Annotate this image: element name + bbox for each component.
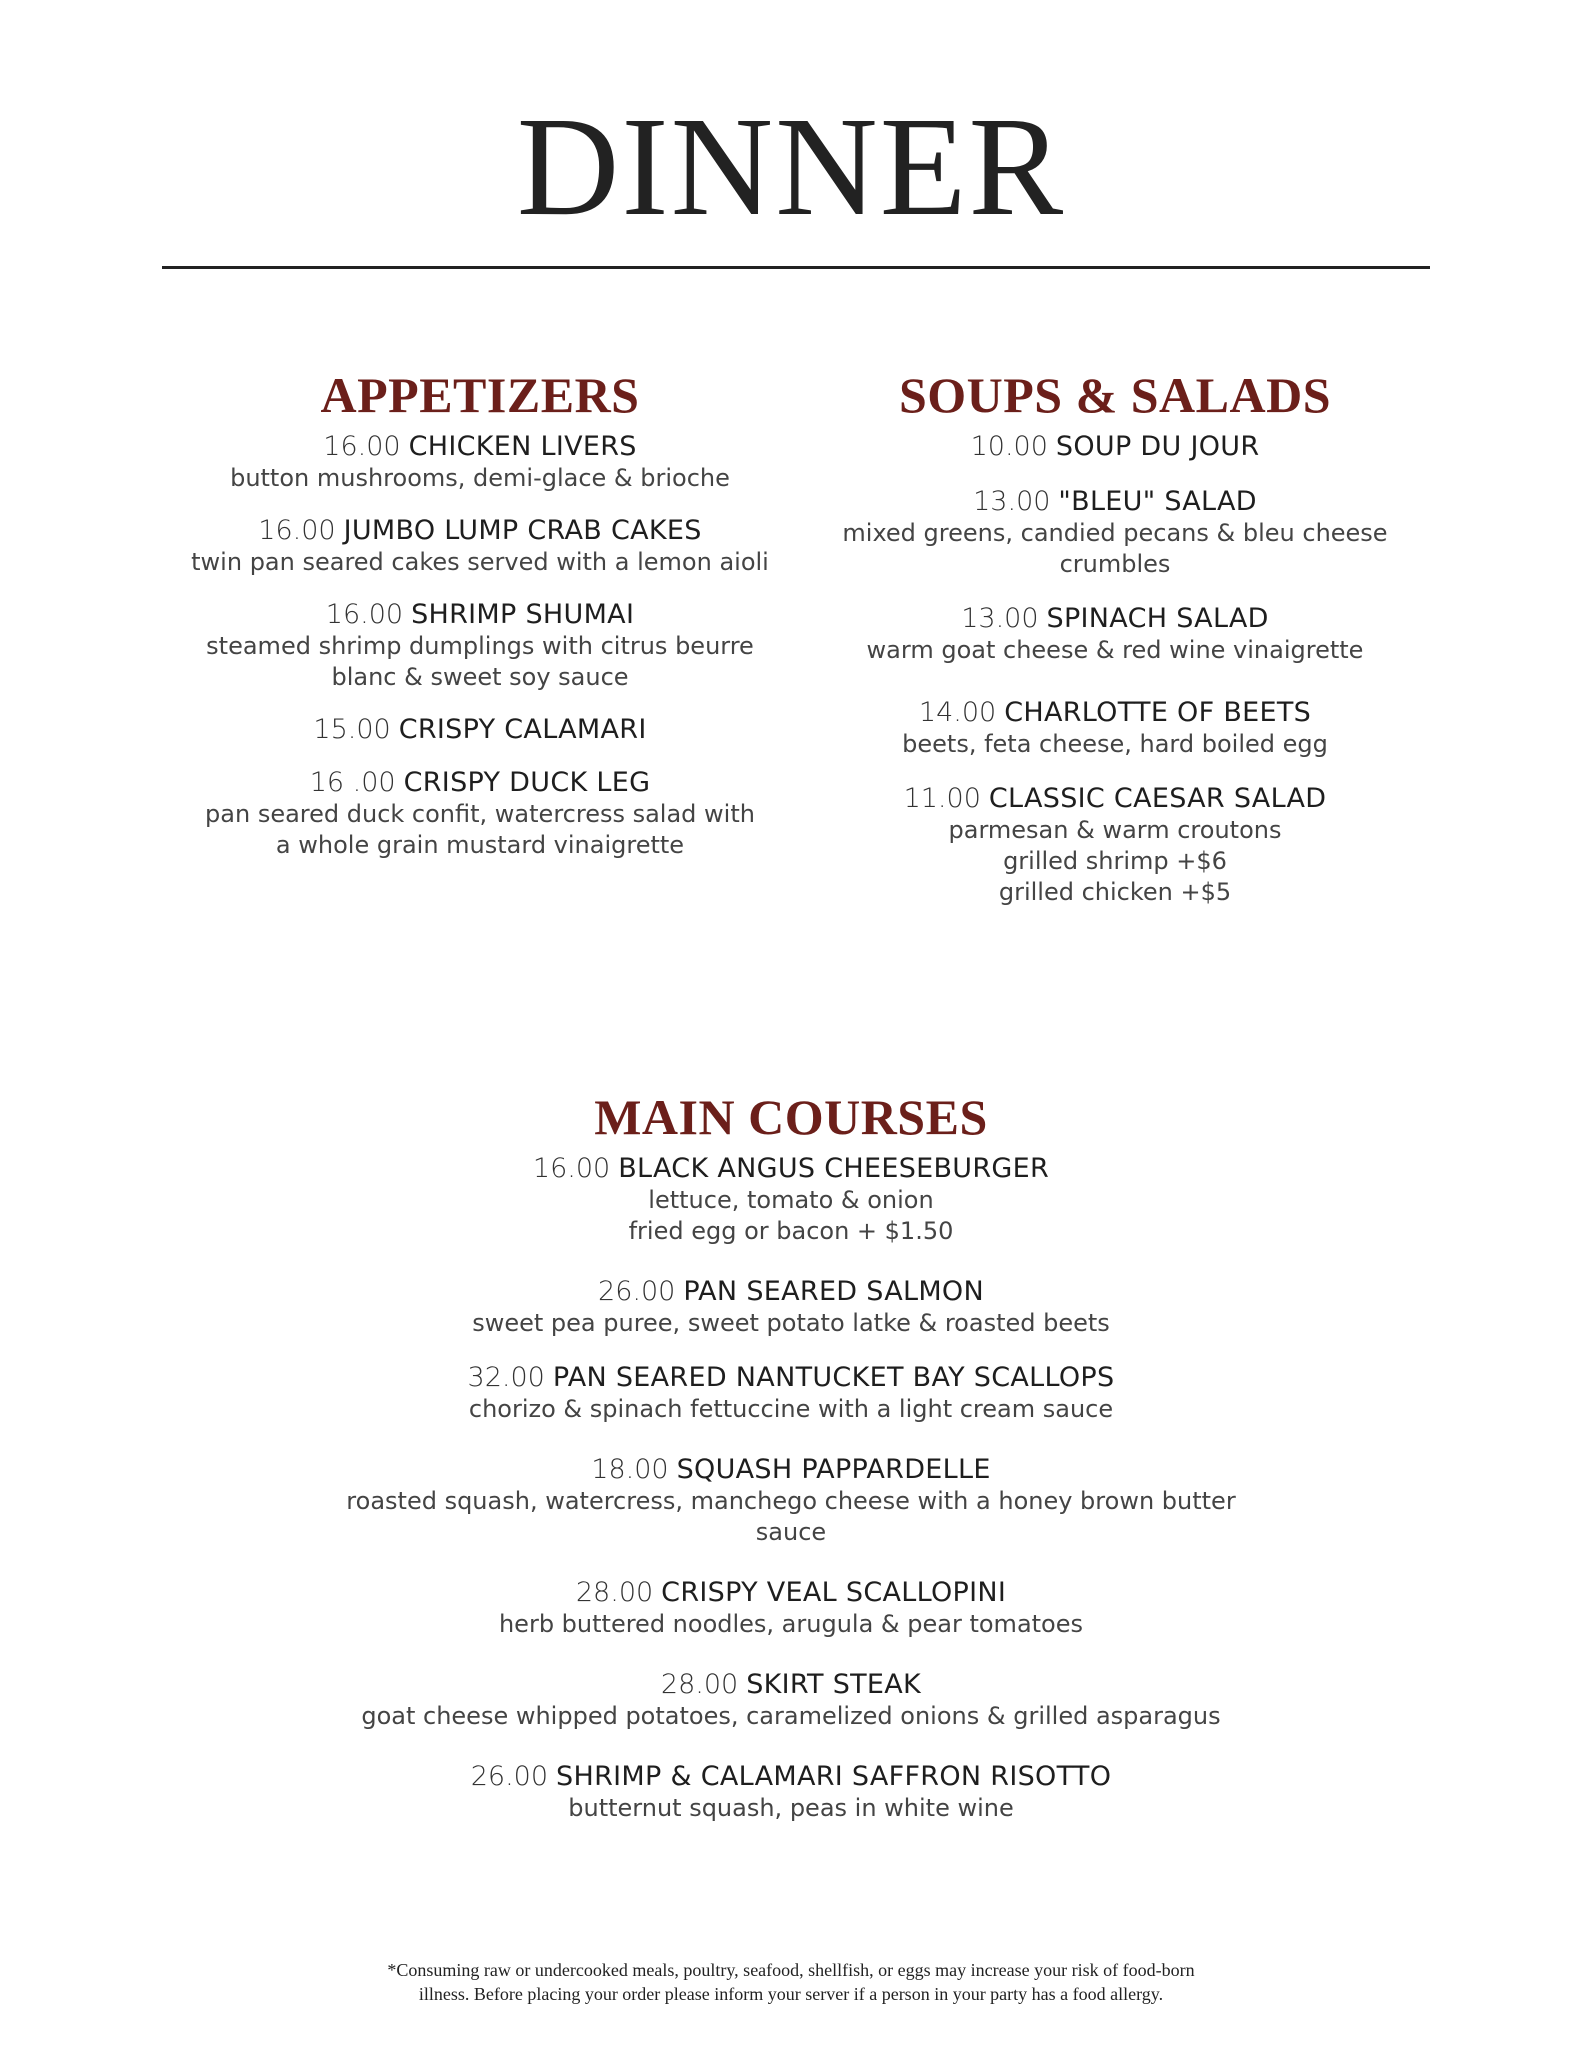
menu-item-title: [300, 1453, 1282, 1486]
menu-item: [300, 1361, 1282, 1425]
description-line: twin pan seared cakes served with a lemon aioli: [191, 548, 769, 576]
menu-item-price: 14.00: [918, 697, 997, 728]
soups-salads-heading: SOUPS & SALADS: [898, 367, 1332, 423]
description-line: sweet pea puree, sweet potato latke & roasted beets: [472, 1309, 1110, 1337]
menu-item-price: 16 .00: [309, 767, 396, 798]
appetizers-heading: APPETIZERS: [320, 367, 640, 423]
menu-item: [160, 713, 800, 746]
menu-item-name: "BLEU" SALAD: [1058, 486, 1257, 517]
description-line: mixed greens, candied pecans & bleu cheese: [842, 519, 1388, 547]
menu-item: [800, 430, 1430, 463]
description-line: butternut squash, peas in white wine: [568, 1794, 1014, 1822]
menu-item-name: CHARLOTTE OF BEETS: [1004, 697, 1312, 728]
appetizers-section: [160, 367, 800, 861]
menu-item-title: [800, 602, 1430, 635]
menu-item-description: [300, 1793, 1282, 1824]
soups-salads-section: [800, 367, 1430, 908]
menu-item: [160, 766, 800, 861]
menu-item-price: 16.00: [258, 515, 336, 546]
description-line: blanc & sweet soy sauce: [331, 663, 629, 691]
menu-item-title: [300, 1275, 1282, 1308]
menu-item-name: CRISPY VEAL SCALLOPINI: [661, 1577, 1007, 1608]
menu-item-description: [800, 729, 1430, 760]
menu-item: [300, 1275, 1282, 1339]
menu-item-name: SHRIMP SHUMAI: [411, 599, 635, 630]
menu-item-title: [300, 1576, 1282, 1609]
main-courses-heading: MAIN COURSES: [594, 1089, 988, 1145]
title-divider: [162, 266, 1430, 269]
description-line: grilled shrimp +$6: [1003, 847, 1227, 875]
description-line: grilled chicken +$5: [998, 878, 1232, 906]
menu-item-title: [160, 598, 800, 631]
menu-item-name: CRISPY CALAMARI: [398, 714, 647, 745]
menu-item-description: [300, 1486, 1282, 1548]
menu-item: [800, 782, 1430, 908]
menu-item-title: [800, 430, 1430, 463]
menu-item-price: 28.00: [575, 1577, 654, 1608]
description-line: pan seared duck confit, watercress salad with: [205, 800, 755, 828]
menu-item-price: 10.00: [970, 431, 1048, 462]
description-line: steamed shrimp dumplings with citrus beurre: [206, 632, 754, 660]
menu-item-title: [300, 1152, 1282, 1185]
menu-item-name: SPINACH SALAD: [1046, 603, 1269, 634]
menu-item-name: SKIRT STEAK: [746, 1669, 922, 1700]
description-line: fried egg or bacon + $1.50: [628, 1217, 954, 1245]
menu-item-description: [800, 518, 1430, 580]
menu-item-name: PAN SEARED SALMON: [683, 1276, 984, 1307]
menu-item: [800, 602, 1430, 666]
description-line: sauce: [755, 1518, 827, 1546]
menu-item-name: CLASSIC CAESAR SALAD: [988, 783, 1327, 814]
menu-item: [300, 1576, 1282, 1640]
menu-item-description: [300, 1308, 1282, 1339]
menu-item: [160, 430, 800, 494]
menu-item-price: 16.00: [532, 1153, 611, 1184]
menu-item-price: 26.00: [470, 1761, 549, 1792]
menu-item-title: [300, 1668, 1282, 1701]
menu-item: [800, 485, 1430, 580]
menu-item-title: [160, 766, 800, 799]
menu-item: [300, 1760, 1282, 1824]
menu-item-name: SQUASH PAPPARDELLE: [676, 1454, 991, 1485]
menu-item-title: [800, 696, 1430, 729]
disclaimer-line: illness. Before placing your order please inform your server if a person in your party has a food allergy.: [418, 1984, 1164, 2004]
menu-item-price: 28.00: [660, 1669, 739, 1700]
menu-item-title: [800, 782, 1430, 815]
menu-item-description: [300, 1394, 1282, 1425]
description-line: button mushrooms, demi-glace & brioche: [230, 464, 730, 492]
menu-item-description: [160, 799, 800, 861]
menu-item-description: [300, 1701, 1282, 1732]
menu-item-title: [160, 713, 800, 746]
menu-item-price: 26.00: [598, 1276, 676, 1307]
disclaimer-line: *Consuming raw or undercooked meals, poultry, seafood, shellfish, or eggs may increase your risk of food-born: [387, 1960, 1195, 1980]
menu-item-price: 16.00: [325, 599, 404, 630]
menu-item-description: [160, 547, 800, 578]
menu-item: [300, 1152, 1282, 1247]
description-line: a whole grain mustard vinaigrette: [275, 831, 685, 859]
menu-item-name: CHICKEN LIVERS: [408, 431, 637, 462]
menu-item-description: [800, 815, 1430, 908]
menu-item-description: [160, 463, 800, 494]
menu-item-title: [160, 514, 800, 547]
page-title: DINNER: [516, 87, 1066, 245]
menu-item-name: SOUP DU JOUR: [1055, 431, 1260, 462]
menu-item-name: PAN SEARED NANTUCKET BAY SCALLOPS: [552, 1362, 1115, 1393]
menu-item-name: SHRIMP & CALAMARI SAFFRON RISOTTO: [556, 1761, 1112, 1792]
description-line: goat cheese whipped potatoes, caramelized onions & grilled asparagus: [361, 1702, 1221, 1730]
menu-item: [300, 1668, 1282, 1732]
menu-item: [300, 1453, 1282, 1548]
menu-item-title: [800, 485, 1430, 518]
menu-item-price: 15.00: [313, 714, 391, 745]
description-line: chorizo & spinach fettuccine with a light cream sauce: [468, 1395, 1114, 1423]
menu-item-price: 11.00: [903, 783, 981, 814]
description-line: warm goat cheese & red wine vinaigrette: [866, 636, 1364, 664]
menu-item-description: [300, 1185, 1282, 1247]
menu-item-title: [300, 1361, 1282, 1394]
menu-item-name: BLACK ANGUS CHEESEBURGER: [618, 1153, 1050, 1184]
menu-item-price: 13.00: [961, 603, 1039, 634]
description-line: beets, feta cheese, hard boiled egg: [902, 730, 1328, 758]
menu-item-price: 16.00: [323, 431, 401, 462]
menu-item-price: 13.00: [973, 486, 1051, 517]
description-line: lettuce, tomato & onion: [648, 1186, 934, 1214]
description-line: crumbles: [1059, 550, 1171, 578]
menu-item-price: 18.00: [591, 1454, 669, 1485]
menu-item-title: [160, 430, 800, 463]
main-courses-section: [300, 1089, 1282, 1824]
menu-item-description: [800, 635, 1430, 666]
menu-item-name: CRISPY DUCK LEG: [403, 767, 651, 798]
menu-item: [160, 514, 800, 578]
menu-item-title: [300, 1760, 1282, 1793]
description-line: parmesan & warm croutons: [948, 816, 1282, 844]
menu-item-name: JUMBO LUMP CRAB CAKES: [343, 515, 702, 546]
allergy-disclaimer: [300, 1958, 1282, 2006]
description-line: herb buttered noodles, arugula & pear tomatoes: [498, 1610, 1084, 1638]
menu-item: [160, 598, 800, 693]
description-line: roasted squash, watercress, manchego cheese with a honey brown butter: [346, 1487, 1236, 1515]
menu-item-description: [300, 1609, 1282, 1640]
menu-item-description: [160, 631, 800, 693]
menu-item: [800, 696, 1430, 760]
menu-item-price: 32.00: [467, 1362, 545, 1393]
